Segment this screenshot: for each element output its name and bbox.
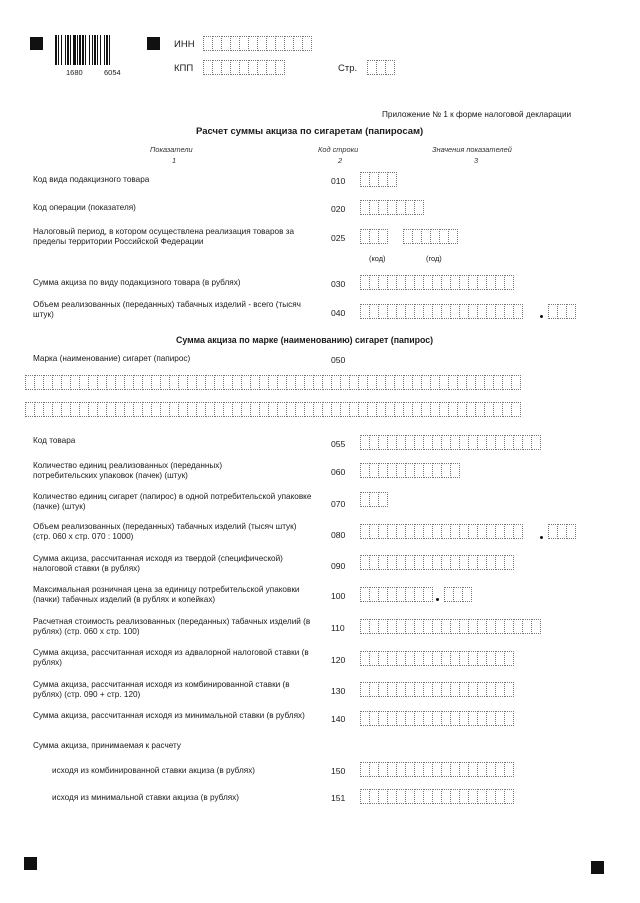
barcode-number-left: 1680 [66,68,83,77]
row-055-code: 055 [331,439,346,449]
row-090-label: Сумма акциза, рассчитанная исходя из твердой (специфической) налоговой ставки (в рублях) [33,554,283,573]
char-cell[interactable] [511,402,521,417]
char-cell[interactable] [385,60,395,75]
row-130-label: Сумма акциза, рассчитанная исходя из комбинированной ставки (в рублях) (стр. 090 + стр. 120) [33,680,290,699]
period-year-sublabel: (год) [426,254,442,263]
row-120-code: 120 [331,655,346,665]
row-151-code: 151 [331,793,346,803]
row-025-code: 025 [331,233,346,243]
row-040-input-integer[interactable] [360,304,522,319]
corner-marker-bottom-right [591,861,604,874]
char-cell[interactable] [302,36,312,51]
char-cell[interactable] [448,229,458,244]
row-100-input-kopecks[interactable] [444,587,471,602]
corner-marker-bottom-left [24,857,37,870]
row-100-decimal-point [436,598,439,601]
char-cell[interactable] [423,587,433,602]
period-code-sublabel: (код) [369,254,386,263]
column-number-1: 1 [172,156,177,165]
row-100-label: Максимальная розничная цена за единицу потребительской упаковки (пачки) табачных изделий (в рублях и копейках) [33,585,300,604]
row-060-label: Количество единиц реализованных (переданных) потребительских упаковок (пачек) (штук) [33,461,223,480]
kpp-field[interactable] [203,60,284,75]
barcode [55,35,112,65]
corner-marker-top-left [30,37,43,50]
row-100-input-rubles[interactable] [360,587,432,602]
brand-name-line-1[interactable] [25,375,520,390]
column-number-3: 3 [474,156,479,165]
row-040-decimal-point [540,315,543,318]
row-025-label: Налоговый период, в котором осуществлена реализация товаров за пределы территории Российской Федерации [33,227,295,246]
inn-label: ИНН [174,39,195,50]
section-brand-title: Сумма акциза по марке (наименованию) сигарет (папирос) [176,335,434,345]
row-080-input-fraction[interactable] [548,524,575,539]
row-150-code: 150 [331,766,346,776]
row-151-input[interactable] [360,789,513,804]
row-020-code: 020 [331,204,346,214]
page-title: Расчет суммы акциза по сигаретам (папиросам) [196,126,424,137]
row-150-input[interactable] [360,762,513,777]
char-cell[interactable] [504,711,514,726]
row-100-code: 100 [331,591,346,601]
row-140-input[interactable] [360,711,513,726]
char-cell[interactable] [504,275,514,290]
accepted-amount-label: Сумма акциза, принимаемая к расчету [33,741,181,750]
row-060-input[interactable] [360,463,459,478]
barcode-number-right: 6054 [104,68,121,77]
char-cell[interactable] [414,200,424,215]
row-151-label: исходя из минимальной ставки акциза (в рублях) [52,793,239,802]
row-030-code: 030 [331,279,346,289]
row-020-label: Код операции (показателя) [33,203,136,212]
char-cell[interactable] [566,524,576,539]
row-060-code: 060 [331,467,346,477]
row-120-label: Сумма акциза, рассчитанная исходя из адвалорной налоговой ставки (в рублях) [33,648,309,667]
row-030-input[interactable] [360,275,513,290]
barcode-bar [110,35,112,65]
char-cell[interactable] [378,492,388,507]
char-cell[interactable] [504,789,514,804]
row-150-label: исходя из комбинированной ставки акциза (в рублях) [52,766,256,775]
row-040-code: 040 [331,308,346,318]
row-080-code: 080 [331,530,346,540]
row-010-input[interactable] [360,172,396,187]
char-cell[interactable] [531,619,541,634]
row-025-year-input[interactable] [403,229,457,244]
char-cell[interactable] [387,172,397,187]
row-120-input[interactable] [360,651,513,666]
row-010-label: Код вида подакцизного товара [33,175,150,184]
row-020-input[interactable] [360,200,423,215]
char-cell[interactable] [504,762,514,777]
row-110-label: Расчетная стоимость реализованных (переданных) табачных изделий (в рублях) (стр. 060 х стр. 100) [33,617,311,636]
column-header-line-code: Код строки [318,145,359,154]
column-header-values: Значения показателей [432,145,512,154]
char-cell[interactable] [531,435,541,450]
char-cell[interactable] [504,682,514,697]
char-cell[interactable] [378,229,388,244]
row-070-code: 070 [331,499,346,509]
char-cell[interactable] [504,651,514,666]
char-cell[interactable] [450,463,460,478]
char-cell[interactable] [462,587,472,602]
row-140-code: 140 [331,714,346,724]
row-090-input[interactable] [360,555,513,570]
row-030-label: Сумма акциза по виду подакцизного товара (в рублях) [33,278,241,287]
row-110-code: 110 [331,623,345,633]
row-110-input[interactable] [360,619,540,634]
row-010-code: 010 [331,176,346,186]
appendix-note: Приложение № 1 к форме налоговой декларации [382,110,572,119]
char-cell[interactable] [513,304,523,319]
page-label: Стр. [338,63,358,74]
page-number-field[interactable] [367,60,394,75]
brand-name-line-2[interactable] [25,402,520,417]
column-number-2: 2 [338,156,343,165]
row-080-label: Объем реализованных (переданных) табачных изделий (тысяч штук) (стр. 060 х стр. 070 : 1000) [33,522,297,541]
row-090-code: 090 [331,561,346,571]
char-cell[interactable] [513,524,523,539]
row-070-label: Количество единиц сигарет (папирос) в одной потребительской упаковке (пачке) (штук) [33,492,312,511]
row-055-label: Код товара [33,436,76,445]
row-040-label: Объем реализованных (переданных) табачных изделий - всего (тысяч штук) [33,300,301,319]
row-040-input-fraction[interactable] [548,304,575,319]
row-050-label: Марка (наименование) сигарет (папирос) [33,354,191,363]
char-cell[interactable] [566,304,576,319]
char-cell[interactable] [504,555,514,570]
inn-field[interactable] [203,36,311,51]
row-130-code: 130 [331,686,346,696]
row-080-decimal-point [540,536,543,539]
row-025-period-code-input[interactable] [360,229,387,244]
row-070-input[interactable] [360,492,387,507]
kpp-label: КПП [174,63,194,74]
corner-marker-top-right [147,37,160,50]
char-cell[interactable] [275,60,285,75]
column-header-indicators: Показатели [150,145,193,154]
row-140-label: Сумма акциза, рассчитанная исходя из минимальной ставки (в рублях) [33,711,305,720]
row-055-input[interactable] [360,435,540,450]
row-050-code: 050 [331,355,346,365]
row-130-input[interactable] [360,682,513,697]
row-080-input-integer[interactable] [360,524,522,539]
char-cell[interactable] [511,375,521,390]
